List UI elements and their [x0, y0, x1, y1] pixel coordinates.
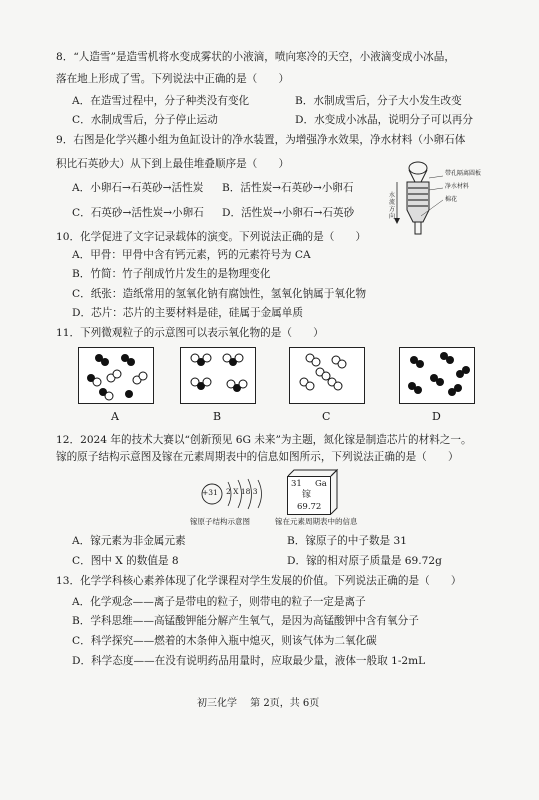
page-footer: 初三化学 第 2页，共 6页: [197, 698, 320, 709]
filter-label-flow: 水流方向: [389, 192, 396, 220]
q9-option-b: B．活性炭→石英砂→小卵石: [222, 182, 354, 194]
filter-label-cotton: 棉花: [445, 196, 458, 203]
atom-shell-electrons: 2 X 18 3: [226, 487, 258, 496]
q12-option-b: B．镓原子的中子数是 31: [287, 535, 407, 547]
q8-stem-line2: 落在地上形成了雪。下列说法中正确的是（ ）: [56, 73, 290, 85]
q12-stem-line2: 镓的原子结构示意图及镓在元素周期表中的信息如图所示，下列说法正确的是（ ）: [56, 451, 459, 463]
q10-option-b: B．竹简：竹子削成竹片发生的是物理变化: [72, 268, 271, 280]
q11-particles-c: [290, 348, 364, 403]
element-name: 镓: [302, 490, 312, 500]
q13-option-c: C．科学探究——燃着的木条伸入瓶中熄灭，则该气体为二氧化碳: [72, 635, 377, 647]
q11-label-c: C: [322, 410, 331, 423]
q13-option-a: A．化学观念——离子是带电的粒子，则带电的粒子一定是离子: [72, 596, 366, 608]
atom-caption: 镓原子结构示意图: [190, 517, 250, 526]
filter-label-material: 净水材料: [445, 183, 470, 190]
q8-option-b: B．水制成雪后，分子大小发生改变: [295, 95, 462, 107]
q8-option-c: C．水制成雪后，分子停止运动: [72, 114, 218, 126]
q10-option-c: C．纸张：造纸常用的氢氧化钠有腐蚀性，氢氧化钠属于氧化物: [72, 288, 367, 300]
q10-option-a: A．甲骨：甲骨中含有钙元素，钙的元素符号为 CA: [72, 249, 311, 261]
element-atomic-number: 31: [291, 479, 302, 489]
q8-option-a: A．在造雪过程中，分子种类没有变化: [72, 95, 250, 107]
q11-stem: 11．下列微观粒子的示意图可以表示氧化物的是（ ）: [56, 327, 324, 339]
q12-option-c: C．图中 X 的数值是 8: [72, 555, 179, 567]
q9-option-d: D．活性炭→小卵石→石英砂: [222, 207, 355, 219]
q8-stem-line1: 8．“人造雪”是造雪机将水变成雾状的小液滴，喷向寒冷的天空，小液滴变成小冰晶，: [56, 51, 455, 63]
element-symbol: Ga: [315, 479, 327, 489]
q13-option-b: B．学科思维——高锰酸钾能分解产生氧气，是因为高锰酸钾中含有氧分子: [72, 615, 419, 627]
q13-option-d: D．科学态度——在没有说明药品用量时，应取最少量，液体一般取 1-2mL: [72, 655, 426, 667]
q11-label-a: A: [111, 410, 119, 423]
q11-label-d: D: [432, 410, 441, 423]
q8-option-d: D．水变成小冰晶，说明分子可以再分: [295, 114, 473, 126]
q12-option-d: D．镓的相对原子质量是 69.72g: [287, 555, 442, 567]
q9-option-a: A．小卵石→石英砂→活性炭: [72, 182, 204, 194]
q12-stem-line1: 12．2024 年的技术大赛以“创新预见 6G 未来”为主题，氮化镓是制造芯片的材料之一。: [56, 434, 472, 446]
q13-stem: 13．化学学科核心素养体现了化学课程对学生发展的价值。下列说法正确的是（ ）: [56, 575, 462, 587]
q10-stem: 10．化学促进了文字记录载体的演变。下列说法正确的是（ ）: [56, 231, 367, 243]
q9-stem-line1: 9．右图是化学兴趣小组为鱼缸设计的净水装置，为增强净水效果，净水材料（小卵石体: [56, 134, 466, 146]
q12-option-a: A．镓元素为非金属元素: [72, 535, 186, 547]
q11-particles-b: [181, 348, 255, 403]
filter-label-board: 带孔隔离圆板: [445, 170, 482, 177]
q11-particles-d: [400, 348, 474, 403]
q9-stem-line2: 积比石英砂大）从下到上最佳堆叠顺序是（ ）: [56, 158, 290, 170]
element-mass: 69.72: [297, 502, 322, 512]
q9-option-c: C．石英砂→活性炭→小卵石: [72, 207, 204, 219]
q11-label-b: B: [213, 410, 222, 423]
q10-option-d: D．芯片：芯片的主要材料是硅，硅属于金属单质: [72, 307, 303, 319]
table-caption: 镓在元素周期表中的信息: [275, 517, 358, 526]
atom-nucleus-charge: +31: [202, 488, 218, 497]
q11-particles-a: [79, 348, 153, 403]
